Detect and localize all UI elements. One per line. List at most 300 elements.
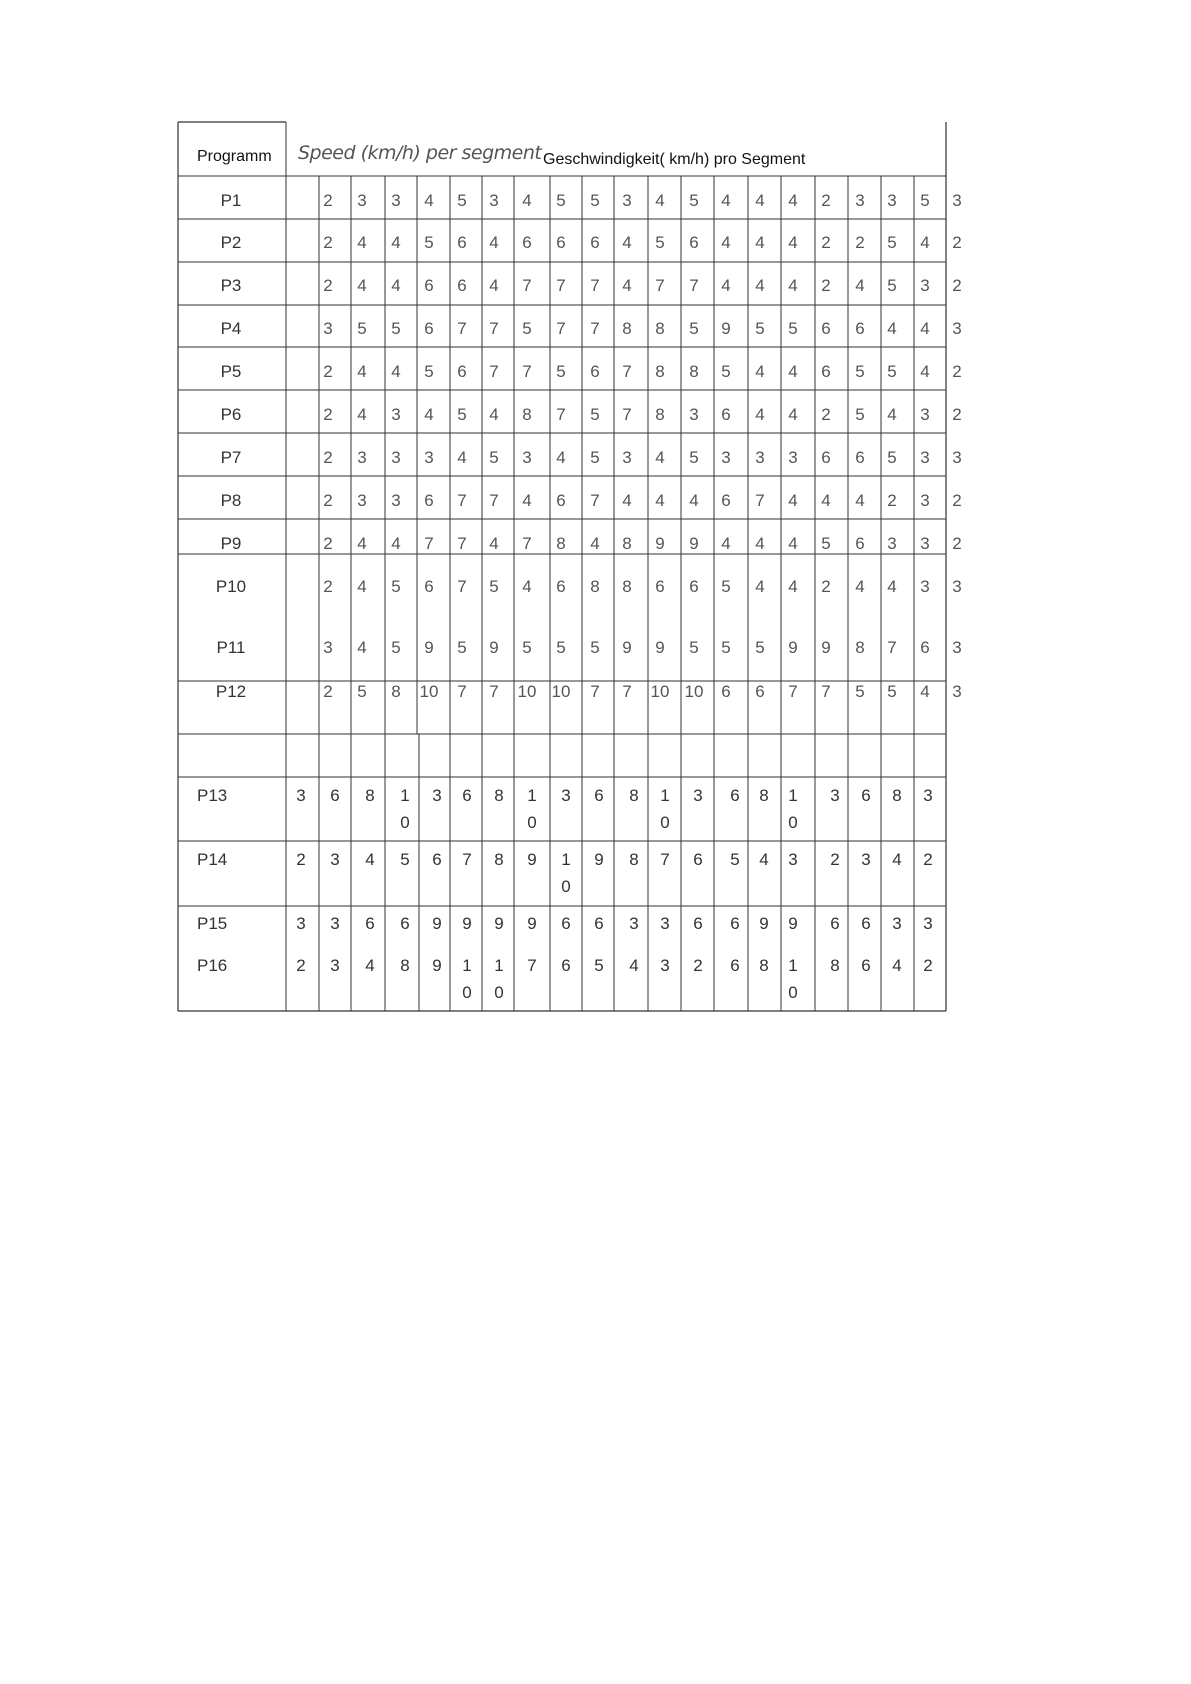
speed-value: 5	[590, 638, 600, 657]
speed-value: 3	[330, 850, 340, 869]
speed-value: 5	[887, 362, 897, 381]
speed-value: 7	[689, 276, 699, 295]
speed-value: 5	[424, 362, 434, 381]
speed-value: 5	[755, 638, 765, 657]
speed-value: 4	[920, 362, 930, 381]
speed-value: 2	[323, 534, 333, 553]
speed-value: 5	[391, 577, 401, 596]
speed-value: 4	[424, 191, 434, 210]
speed-value: 3	[357, 191, 367, 210]
speed-value: 4	[755, 191, 765, 210]
program-label: P4	[220, 319, 242, 338]
speed-value: 8	[522, 405, 532, 424]
speed-value: 7	[590, 319, 600, 338]
speed-value: 8	[622, 319, 632, 338]
speed-value: 3	[920, 276, 930, 295]
speed-value: 4	[855, 491, 865, 510]
speed-value: 6	[821, 448, 831, 467]
speed-value: 9	[721, 319, 731, 338]
speed-value: 7	[590, 682, 600, 701]
program-label: P8	[220, 491, 242, 510]
speed-value: 6	[689, 233, 699, 252]
speed-value-digit: 1	[462, 956, 472, 975]
speed-value: 4	[357, 577, 367, 596]
speed-value: 2	[821, 577, 831, 596]
speed-value: 9	[432, 914, 442, 933]
speed-value: 4	[788, 405, 798, 424]
speed-value: 7	[462, 850, 472, 869]
speed-value: 7	[527, 956, 537, 975]
speed-value: 8	[629, 786, 639, 805]
program-label: P1	[220, 191, 242, 210]
speed-value: 3	[391, 448, 401, 467]
speed-value: 9	[489, 638, 499, 657]
speed-value: 4	[357, 276, 367, 295]
speed-value: 3	[323, 319, 333, 338]
speed-value: 4	[489, 233, 499, 252]
speed-value: 5	[457, 638, 467, 657]
speed-value: 3	[432, 786, 442, 805]
speed-value: 6	[855, 448, 865, 467]
program-label: P16	[197, 956, 228, 975]
speed-value: 3	[788, 850, 798, 869]
speed-value: 4	[391, 362, 401, 381]
speed-value: 6	[730, 786, 740, 805]
speed-value: 4	[590, 534, 600, 553]
speed-value: 9	[821, 638, 831, 657]
speed-value: 3	[629, 914, 639, 933]
speed-value: 3	[357, 491, 367, 510]
speed-value: 4	[365, 956, 375, 975]
speed-value: 2	[952, 276, 962, 295]
speed-value: 2	[887, 491, 897, 510]
speed-value: 4	[391, 534, 401, 553]
speed-value: 5	[556, 638, 566, 657]
speed-value: 3	[391, 405, 401, 424]
speed-value-digit: 1	[660, 786, 670, 805]
speed-value: 6	[755, 682, 765, 701]
speed-value-digit: 1	[788, 956, 798, 975]
speed-value: 5	[357, 682, 367, 701]
speed-value: 5	[887, 682, 897, 701]
speed-value: 4	[357, 362, 367, 381]
speed-value: 5	[689, 319, 699, 338]
speed-value: 6	[424, 491, 434, 510]
speed-value: 9	[788, 638, 798, 657]
speed-value: 5	[920, 191, 930, 210]
speed-value: 3	[923, 786, 933, 805]
speed-value-digit: 0	[494, 983, 504, 1002]
speed-value: 3	[622, 191, 632, 210]
speed-value: 6	[821, 319, 831, 338]
speed-value: 4	[556, 448, 566, 467]
speed-value: 5	[489, 577, 499, 596]
speed-value: 9	[462, 914, 472, 933]
speed-value-digit: 0	[660, 813, 670, 832]
speed-value: 7	[489, 319, 499, 338]
speed-value: 4	[689, 491, 699, 510]
speed-value: 4	[489, 534, 499, 553]
speed-value: 5	[689, 448, 699, 467]
speed-value: 2	[952, 362, 962, 381]
speed-value: 3	[296, 914, 306, 933]
speed-value: 4	[424, 405, 434, 424]
speed-value: 2	[821, 191, 831, 210]
speed-value: 9	[655, 638, 665, 657]
speed-value: 4	[821, 491, 831, 510]
speed-value: 3	[920, 491, 930, 510]
speed-value: 4	[887, 577, 897, 596]
speed-value: 2	[323, 362, 333, 381]
speed-value: 3	[622, 448, 632, 467]
program-label: P10	[215, 577, 247, 596]
speed-value: 2	[952, 491, 962, 510]
speed-value: 7	[655, 276, 665, 295]
speed-value: 6	[721, 405, 731, 424]
speed-value: 6	[693, 850, 703, 869]
speed-value: 4	[887, 319, 897, 338]
speed-value: 4	[788, 491, 798, 510]
speed-value-digit: 0	[788, 813, 798, 832]
speed-value: 5	[887, 276, 897, 295]
speed-value: 3	[522, 448, 532, 467]
speed-value: 6	[400, 914, 410, 933]
speed-value: 6	[561, 914, 571, 933]
speed-value: 9	[527, 850, 537, 869]
speed-value: 8	[391, 682, 401, 701]
speed-value: 6	[721, 682, 731, 701]
speed-value: 5	[887, 233, 897, 252]
speed-value-digit: 1	[527, 786, 537, 805]
speed-value: 6	[424, 319, 434, 338]
speed-value: 7	[457, 491, 467, 510]
speed-value: 8	[759, 956, 769, 975]
speed-value: 6	[594, 786, 604, 805]
speed-value: 4	[788, 276, 798, 295]
speed-value: 3	[357, 448, 367, 467]
speed-value: 2	[323, 491, 333, 510]
speed-value: 3	[920, 448, 930, 467]
speed-value: 7	[788, 682, 798, 701]
speed-value: 3	[861, 850, 871, 869]
speed-value: 3	[693, 786, 703, 805]
speed-value: 8	[400, 956, 410, 975]
speed-value: 2	[855, 233, 865, 252]
speed-value: 8	[892, 786, 902, 805]
speed-value: 3	[660, 914, 670, 933]
speed-value: 5	[489, 448, 499, 467]
speed-value: 5	[522, 638, 532, 657]
speed-value: 5	[721, 577, 731, 596]
speed-value: 4	[622, 491, 632, 510]
speed-value-digit: 1	[400, 786, 410, 805]
speed-value: 6	[432, 850, 442, 869]
speed-value: 5	[457, 191, 467, 210]
speed-value: 6	[556, 577, 566, 596]
speed-value: 5	[594, 956, 604, 975]
speed-value: 7	[522, 534, 532, 553]
speed-value: 2	[296, 850, 306, 869]
speed-value: 9	[759, 914, 769, 933]
speed-value: 4	[788, 191, 798, 210]
speed-value: 3	[424, 448, 434, 467]
speed-value: 4	[629, 956, 639, 975]
speed-value: 4	[721, 276, 731, 295]
speed-value: 8	[494, 786, 504, 805]
speed-value: 4	[357, 405, 367, 424]
speed-value: 8	[689, 362, 699, 381]
speed-value: 2	[952, 534, 962, 553]
speed-value: 5	[689, 638, 699, 657]
speed-value: 6	[855, 319, 865, 338]
speed-value: 4	[755, 276, 765, 295]
speed-value: 4	[391, 233, 401, 252]
speed-value: 4	[920, 682, 930, 701]
speed-value: 7	[489, 362, 499, 381]
speed-value: 5	[590, 191, 600, 210]
speed-value: 10	[684, 682, 704, 701]
speed-value: 6	[365, 914, 375, 933]
speed-value: 6	[522, 233, 532, 252]
speed-value: 5	[721, 638, 731, 657]
speed-value: 3	[952, 448, 962, 467]
speed-value: 8	[855, 638, 865, 657]
speed-value: 5	[788, 319, 798, 338]
speed-value: 2	[323, 276, 333, 295]
speed-value: 2	[952, 405, 962, 424]
speed-value: 8	[590, 577, 600, 596]
speed-value: 8	[655, 319, 665, 338]
speed-value: 3	[561, 786, 571, 805]
speed-value-digit: 0	[788, 983, 798, 1002]
speed-value: 3	[489, 191, 499, 210]
speed-value: 5	[357, 319, 367, 338]
speed-value: 4	[892, 850, 902, 869]
speed-value: 3	[920, 534, 930, 553]
speed-value: 4	[788, 534, 798, 553]
speed-value: 4	[357, 638, 367, 657]
program-label: P12	[215, 682, 247, 701]
program-label: P3	[220, 276, 242, 295]
speed-value: 4	[755, 577, 765, 596]
speed-value: 4	[457, 448, 467, 467]
program-label: P5	[220, 362, 242, 381]
speed-value: 5	[689, 191, 699, 210]
speed-value: 4	[655, 491, 665, 510]
speed-value: 6	[730, 956, 740, 975]
speed-value: 7	[622, 682, 632, 701]
speed-value: 7	[622, 362, 632, 381]
speed-value: 6	[556, 491, 566, 510]
speed-value: 4	[788, 233, 798, 252]
speed-value: 8	[494, 850, 504, 869]
speed-value: 7	[821, 682, 831, 701]
speed-value: 4	[622, 233, 632, 252]
speed-value: 8	[365, 786, 375, 805]
speed-value: 4	[887, 405, 897, 424]
speed-value: 5	[755, 319, 765, 338]
speed-value-digit: 0	[561, 877, 571, 896]
speed-value: 7	[489, 491, 499, 510]
speed-value: 4	[755, 405, 765, 424]
speed-value: 8	[830, 956, 840, 975]
speed-value: 7	[887, 638, 897, 657]
speed-value-digit: 1	[494, 956, 504, 975]
speed-value: 4	[357, 233, 367, 252]
speed-value: 6	[590, 233, 600, 252]
speed-value: 4	[391, 276, 401, 295]
speed-value: 4	[357, 534, 367, 553]
speed-value: 5	[821, 534, 831, 553]
speed-value: 3	[755, 448, 765, 467]
speed-value: 4	[489, 276, 499, 295]
speed-value: 3	[952, 682, 962, 701]
speed-value: 9	[594, 850, 604, 869]
speed-value: 3	[391, 491, 401, 510]
speed-value: 6	[457, 362, 467, 381]
speed-value: 4	[721, 233, 731, 252]
speed-value: 7	[457, 319, 467, 338]
german-header: Geschwindigkeit( km/h) pro Segment	[543, 151, 806, 168]
speed-value: 2	[821, 233, 831, 252]
speed-value: 9	[527, 914, 537, 933]
speed-value: 7	[556, 276, 566, 295]
speed-value: 4	[920, 233, 930, 252]
program-label: P2	[220, 233, 242, 252]
speed-value: 5	[855, 682, 865, 701]
speed-value: 6	[830, 914, 840, 933]
speed-value: 2	[323, 448, 333, 467]
speed-value: 6	[556, 233, 566, 252]
speed-value: 3	[330, 956, 340, 975]
speed-value: 5	[391, 319, 401, 338]
speed-value: 9	[424, 638, 434, 657]
programm-header: Programm	[197, 148, 272, 165]
speed-value: 4	[655, 191, 665, 210]
speed-value: 2	[323, 191, 333, 210]
speed-value: 9	[655, 534, 665, 553]
speed-value: 6	[861, 956, 871, 975]
speed-value: 2	[693, 956, 703, 975]
speed-value: 4	[489, 405, 499, 424]
speed-value: 4	[522, 491, 532, 510]
program-label: P15	[197, 914, 228, 933]
speed-value: 4	[759, 850, 769, 869]
speed-value: 4	[755, 233, 765, 252]
speed-value: 3	[689, 405, 699, 424]
speed-value: 3	[660, 956, 670, 975]
speed-value: 2	[821, 405, 831, 424]
speed-value: 6	[655, 577, 665, 596]
speed-value: 9	[788, 914, 798, 933]
speed-value: 5	[855, 405, 865, 424]
speed-value: 8	[622, 577, 632, 596]
speed-value: 5	[556, 362, 566, 381]
program-label: P14	[197, 850, 228, 869]
speed-value: 5	[887, 448, 897, 467]
speed-value: 5	[855, 362, 865, 381]
speed-value: 5	[590, 448, 600, 467]
speed-value: 7	[522, 362, 532, 381]
speed-value: 6	[561, 956, 571, 975]
speed-value: 3	[920, 405, 930, 424]
speed-value: 2	[323, 233, 333, 252]
speed-value: 3	[952, 319, 962, 338]
speed-value: 5	[721, 362, 731, 381]
speed-value: 7	[556, 319, 566, 338]
speed-value-digit: 0	[462, 983, 472, 1002]
speed-value: 2	[296, 956, 306, 975]
speed-value: 4	[522, 577, 532, 596]
speed-value: 7	[590, 491, 600, 510]
speed-value: 3	[952, 191, 962, 210]
speed-value: 7	[457, 682, 467, 701]
speed-value: 6	[730, 914, 740, 933]
speed-value: 6	[462, 786, 472, 805]
speed-value: 2	[923, 956, 933, 975]
speed-value: 6	[861, 914, 871, 933]
speed-value: 3	[830, 786, 840, 805]
speed-value: 7	[590, 276, 600, 295]
speed-value: 2	[323, 577, 333, 596]
speed-value: 3	[892, 914, 902, 933]
speed-value: 4	[892, 956, 902, 975]
speed-value: 4	[920, 319, 930, 338]
program-label: P7	[220, 448, 242, 467]
speed-value: 9	[432, 956, 442, 975]
speed-value: 7	[556, 405, 566, 424]
speed-value: 6	[424, 577, 434, 596]
speed-value: 7	[489, 682, 499, 701]
speed-value: 3	[923, 914, 933, 933]
speed-header: Speed (km/h) per segment	[298, 142, 542, 164]
speed-value: 6	[821, 362, 831, 381]
speed-value: 6	[920, 638, 930, 657]
program-label: P6	[220, 405, 242, 424]
speed-value: 8	[622, 534, 632, 553]
speed-value: 5	[391, 638, 401, 657]
speed-value: 5	[730, 850, 740, 869]
speed-value: 3	[855, 191, 865, 210]
speed-value: 10	[551, 682, 571, 701]
speed-value-digit: 1	[788, 786, 798, 805]
speed-value: 6	[330, 786, 340, 805]
program-label: P11	[216, 638, 246, 657]
speed-value: 4	[522, 191, 532, 210]
speed-value: 4	[788, 577, 798, 596]
speed-value: 7	[755, 491, 765, 510]
speed-value: 7	[457, 534, 467, 553]
speed-value: 3	[887, 191, 897, 210]
speed-value: 5	[522, 319, 532, 338]
speed-value: 8	[759, 786, 769, 805]
speed-value: 4	[365, 850, 375, 869]
speed-value: 5	[457, 405, 467, 424]
speed-value: 5	[590, 405, 600, 424]
speed-value: 7	[457, 577, 467, 596]
speed-value: 6	[693, 914, 703, 933]
speed-value: 3	[323, 638, 333, 657]
speed-value: 9	[689, 534, 699, 553]
speed-value: 10	[650, 682, 670, 701]
speed-value: 5	[556, 191, 566, 210]
speed-value: 3	[330, 914, 340, 933]
speed-value: 3	[887, 534, 897, 553]
speed-value: 8	[556, 534, 566, 553]
speed-value: 10	[517, 682, 537, 701]
speed-value: 6	[689, 577, 699, 596]
speed-value: 7	[622, 405, 632, 424]
